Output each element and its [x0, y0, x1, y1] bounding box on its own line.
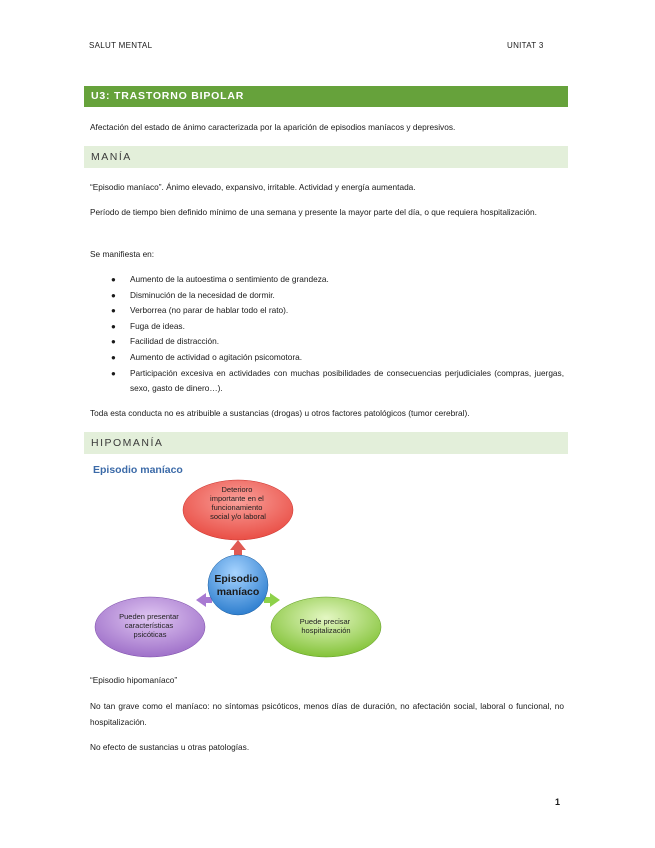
mania-paragraph-1: “Episodio maníaco”. Ánimo elevado, expansivo, irritable. Actividad y energía aumentada.: [90, 182, 416, 192]
left-node-line: Pueden presentar: [119, 612, 179, 621]
list-item: [90, 272, 564, 288]
list-item-text: Disminución de la necesidad de dormir.: [130, 289, 275, 300]
svg-text:Episodio maníaco: [214, 573, 261, 598]
list-item-text: Aumento de la autoestima o sentimiento de grandeza.: [130, 274, 329, 284]
bullet-icon: ●: [111, 306, 116, 316]
bullet-icon: ●: [111, 352, 116, 362]
right-node-line: hospitalización: [301, 626, 351, 635]
list-item-text: Facilidad de distracción.: [130, 336, 220, 347]
mania-paragraph-2: Período de tiempo bien definido mínimo de una semana y presente la mayor parte del día, o que requiera hospitalización.: [90, 207, 537, 217]
intro-text: Afectación del estado de ánimo caracterizada por la aparición de episodios maníacos y depresivos.: [90, 122, 456, 132]
page-number: 1: [555, 797, 561, 807]
top-node-line: social y/o laboral: [210, 512, 266, 521]
top-node-line: Deterioro: [221, 485, 253, 494]
hipomania-paragraph-2: No tan grave como el maníaco: no síntomas psicóticos, menos días de duración, no afectación social, laboral o funcional, no hospitalización.: [90, 701, 564, 727]
list-item: [90, 366, 564, 397]
header-left: SALUT MENTAL: [89, 41, 153, 50]
arrow-up-icon: [230, 540, 246, 555]
mania-heading: MANÍA: [84, 146, 568, 168]
center-node-line: Episodio: [214, 573, 259, 585]
bullet-icon: ●: [111, 290, 116, 300]
list-item-text: Verborrea (no parar de hablar todo el rato).: [130, 305, 289, 316]
mania-paragraph-3: Se manifiesta en:: [90, 249, 155, 259]
right-node-line: Puede precisar: [299, 617, 351, 626]
left-node-line: psicóticas: [133, 630, 167, 639]
bullet-icon: ●: [111, 275, 116, 284]
hipomania-heading: HIPOMANÍA: [84, 432, 568, 454]
hipomania-paragraph-1: “Episodio hipomaníaco”: [90, 675, 178, 685]
hipomania-paragraph-3: No efecto de sustancias u otras patologías.: [90, 742, 250, 752]
bullet-icon: ●: [111, 337, 116, 347]
svg-text:Puede precisar hospitaliza: [300, 617, 353, 635]
list-item-text: Aumento de actividad o agitación psicomotora.: [130, 351, 303, 362]
center-node-line: maníaco: [216, 586, 260, 598]
bullet-icon: ●: [111, 321, 116, 331]
left-node-line: características: [124, 621, 174, 630]
bullet-icon: ●: [111, 368, 116, 378]
list-item: [90, 334, 564, 350]
list-item: [90, 319, 564, 335]
list-item-text: Fuga de ideas.: [130, 320, 185, 331]
list-item: [90, 350, 564, 366]
header-right: UNITAT 3: [507, 41, 544, 50]
symptom-list: [90, 272, 564, 397]
list-item-text: Participación excesiva en actividades con muchas posibilidades de consecuencias perjudiciales (compras, juergas, sexo, gasto de dinero…).: [130, 367, 564, 394]
center-node: [208, 555, 268, 615]
list-item: [90, 303, 564, 319]
top-node-line: importante en el: [210, 494, 264, 503]
episode-diagram: [88, 460, 388, 660]
diagram-title: Episodio maníaco: [93, 464, 183, 476]
top-node-line: funcionamiento: [211, 503, 263, 512]
list-item: [90, 288, 564, 304]
mania-paragraph-4: Toda esta conducta no es atribuible a sustancias (drogas) u otros factores patológicos (tumor cerebral).: [90, 408, 470, 418]
section-title: U3: TRASTORNO BIPOLAR: [84, 86, 568, 107]
